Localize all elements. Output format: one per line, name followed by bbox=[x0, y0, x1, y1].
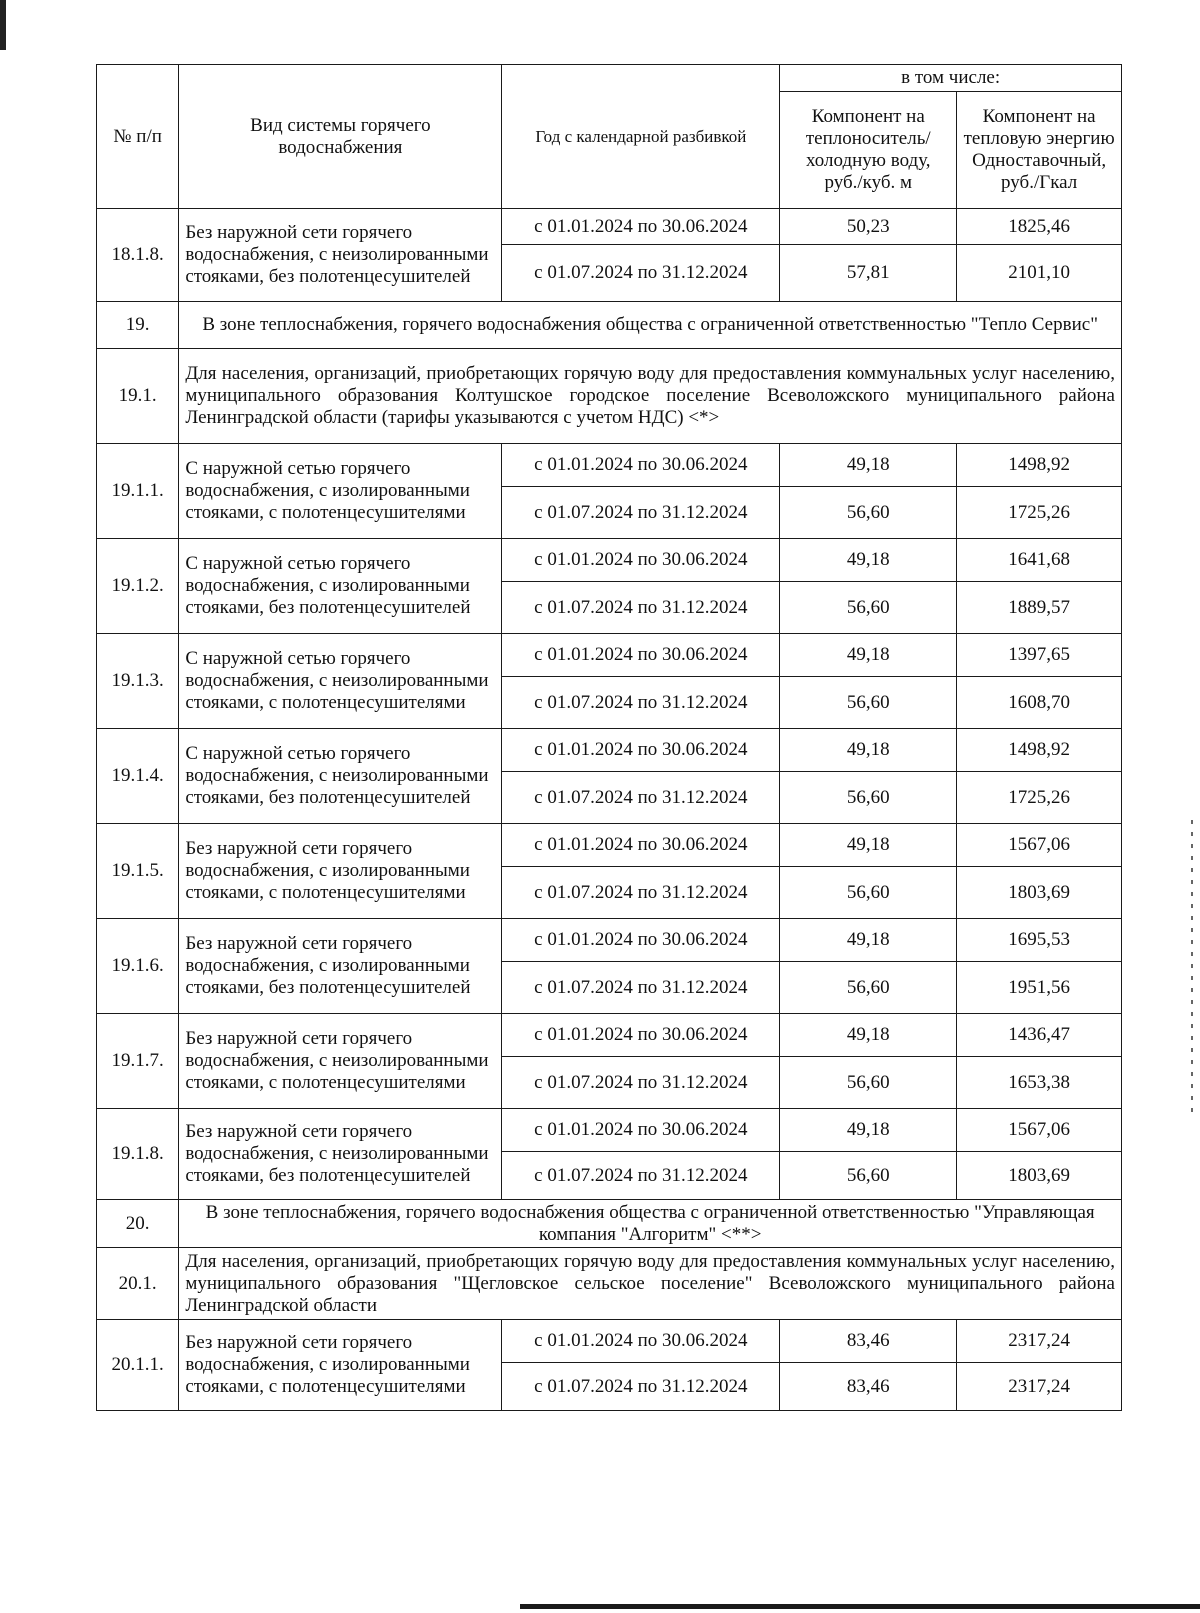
period-cell: с 01.07.2024 по 31.12.2024 bbox=[502, 867, 780, 919]
coolant-tariff-cell: 56,60 bbox=[780, 677, 957, 729]
period-cell: с 01.01.2024 по 30.06.2024 bbox=[502, 1014, 780, 1057]
table-row bbox=[97, 634, 1122, 677]
heat-tariff-cell: 1725,26 bbox=[957, 487, 1122, 539]
row-number: 19.1.7. bbox=[97, 1014, 179, 1109]
scan-edge-right bbox=[1191, 820, 1193, 1120]
period-cell: с 01.07.2024 по 31.12.2024 bbox=[502, 1057, 780, 1109]
heat-tariff-cell: 2317,24 bbox=[957, 1320, 1122, 1363]
period-cell: с 01.01.2024 по 30.06.2024 bbox=[502, 539, 780, 582]
coolant-tariff-cell: 50,23 bbox=[780, 209, 957, 245]
coolant-tariff-cell: 56,60 bbox=[780, 772, 957, 824]
period-cell: с 01.07.2024 по 31.12.2024 bbox=[502, 487, 780, 539]
system-type: Без наружной сети горячего водоснабжения, с неизолированными стояками, с полотенцесушителями bbox=[179, 1014, 502, 1109]
row-number: 19.1.1. bbox=[97, 444, 179, 539]
header-component1: Компонент на теплоноситель/ холодную воду, руб./куб. м bbox=[780, 92, 957, 209]
system-type: Без наружной сети горячего водоснабжения, с неизолированными стояками, без полотенцесушителей bbox=[179, 1109, 502, 1200]
group-row bbox=[97, 349, 1122, 444]
coolant-tariff-cell: 49,18 bbox=[780, 824, 957, 867]
group-title: Для населения, организаций, приобретающих горячую воду для предоставления коммунальных услуг населению, муниципального образования Колтушское городское поселение Всеволожского муниципального района Ленинградской области (тарифы указываются с учетом НДС) <*> bbox=[179, 349, 1122, 444]
row-number: 19.1. bbox=[97, 349, 179, 444]
table-row bbox=[97, 1109, 1122, 1152]
row-number: 20.1. bbox=[97, 1248, 179, 1320]
period-cell: с 01.01.2024 по 30.06.2024 bbox=[502, 919, 780, 962]
tariff-table bbox=[96, 64, 1122, 1411]
coolant-tariff-cell: 56,60 bbox=[780, 867, 957, 919]
scan-edge-bottom bbox=[520, 1604, 1200, 1609]
table-row bbox=[97, 209, 1122, 245]
period-cell: с 01.01.2024 по 30.06.2024 bbox=[502, 634, 780, 677]
heat-tariff-cell: 2101,10 bbox=[957, 245, 1122, 302]
scan-edge-top bbox=[0, 0, 6, 50]
heat-tariff-cell: 2317,24 bbox=[957, 1363, 1122, 1411]
heat-tariff-cell: 1951,56 bbox=[957, 962, 1122, 1014]
period-cell: с 01.07.2024 по 31.12.2024 bbox=[502, 772, 780, 824]
row-number: 20.1.1. bbox=[97, 1320, 179, 1411]
heat-tariff-cell: 1803,69 bbox=[957, 867, 1122, 919]
period-cell: с 01.07.2024 по 31.12.2024 bbox=[502, 962, 780, 1014]
period-cell: с 01.01.2024 по 30.06.2024 bbox=[502, 1320, 780, 1363]
coolant-tariff-cell: 56,60 bbox=[780, 962, 957, 1014]
table-row bbox=[97, 824, 1122, 867]
period-cell: с 01.07.2024 по 31.12.2024 bbox=[502, 1363, 780, 1411]
period-cell: с 01.07.2024 по 31.12.2024 bbox=[502, 677, 780, 729]
system-type: Без наружной сети горячего водоснабжения, с изолированными стояками, с полотенцесушителями bbox=[179, 824, 502, 919]
coolant-tariff-cell: 56,60 bbox=[780, 1057, 957, 1109]
coolant-tariff-cell: 49,18 bbox=[780, 919, 957, 962]
heat-tariff-cell: 1498,92 bbox=[957, 729, 1122, 772]
period-cell: с 01.07.2024 по 31.12.2024 bbox=[502, 1152, 780, 1200]
heat-tariff-cell: 1397,65 bbox=[957, 634, 1122, 677]
table-row bbox=[97, 1320, 1122, 1363]
heat-tariff-cell: 1653,38 bbox=[957, 1057, 1122, 1109]
heat-tariff-cell: 1641,68 bbox=[957, 539, 1122, 582]
coolant-tariff-cell: 56,60 bbox=[780, 1152, 957, 1200]
table-row bbox=[97, 1014, 1122, 1057]
table-row bbox=[97, 539, 1122, 582]
period-cell: с 01.01.2024 по 30.06.2024 bbox=[502, 209, 780, 245]
heat-tariff-cell: 1889,57 bbox=[957, 582, 1122, 634]
coolant-tariff-cell: 49,18 bbox=[780, 1014, 957, 1057]
heat-tariff-cell: 1498,92 bbox=[957, 444, 1122, 487]
coolant-tariff-cell: 49,18 bbox=[780, 539, 957, 582]
system-type: Без наружной сети горячего водоснабжения, с изолированными стояками, с полотенцесушителями bbox=[179, 1320, 502, 1411]
heat-tariff-cell: 1567,06 bbox=[957, 824, 1122, 867]
table-row bbox=[97, 919, 1122, 962]
heat-tariff-cell: 1825,46 bbox=[957, 209, 1122, 245]
coolant-tariff-cell: 49,18 bbox=[780, 634, 957, 677]
table-row bbox=[97, 444, 1122, 487]
system-type: С наружной сетью горячего водоснабжения, с неизолированными стояками, с полотенцесушителями bbox=[179, 634, 502, 729]
system-type: С наружной сетью горячего водоснабжения, с изолированными стояками, без полотенцесушителей bbox=[179, 539, 502, 634]
zone-row bbox=[97, 1200, 1122, 1248]
period-cell: с 01.07.2024 по 31.12.2024 bbox=[502, 582, 780, 634]
coolant-tariff-cell: 49,18 bbox=[780, 444, 957, 487]
heat-tariff-cell: 1803,69 bbox=[957, 1152, 1122, 1200]
row-number: 19. bbox=[97, 302, 179, 349]
table-row bbox=[97, 729, 1122, 772]
period-cell: с 01.01.2024 по 30.06.2024 bbox=[502, 729, 780, 772]
system-type: С наружной сетью горячего водоснабжения, с неизолированными стояками, без полотенцесушителей bbox=[179, 729, 502, 824]
table-header bbox=[97, 65, 1122, 209]
header-num: № п/п bbox=[97, 65, 179, 209]
row-number: 19.1.4. bbox=[97, 729, 179, 824]
heat-tariff-cell: 1725,26 bbox=[957, 772, 1122, 824]
coolant-tariff-cell: 49,18 bbox=[780, 729, 957, 772]
row-number: 20. bbox=[97, 1200, 179, 1248]
heat-tariff-cell: 1436,47 bbox=[957, 1014, 1122, 1057]
row-number: 19.1.8. bbox=[97, 1109, 179, 1200]
coolant-tariff-cell: 83,46 bbox=[780, 1320, 957, 1363]
row-number: 19.1.2. bbox=[97, 539, 179, 634]
header-component2: Компонент на тепловую энергию Одноставочный, руб./Гкал bbox=[957, 92, 1122, 209]
zone-title: В зоне теплоснабжения, горячего водоснабжения общества с ограниченной ответственностью "Тепло Сервис" bbox=[179, 302, 1122, 349]
row-number: 19.1.5. bbox=[97, 824, 179, 919]
system-type: Без наружной сети горячего водоснабжения, с изолированными стояками, без полотенцесушителей bbox=[179, 919, 502, 1014]
group-title: Для населения, организаций, приобретающих горячую воду для предоставления коммунальных услуг населению, муниципального образования "Щегловское сельское поселение" Всеволожского муниципального района Ленинградской области bbox=[179, 1248, 1122, 1320]
period-cell: с 01.01.2024 по 30.06.2024 bbox=[502, 1109, 780, 1152]
period-cell: с 01.01.2024 по 30.06.2024 bbox=[502, 824, 780, 867]
heat-tariff-cell: 1608,70 bbox=[957, 677, 1122, 729]
header-group: в том числе: bbox=[780, 65, 1122, 92]
group-row bbox=[97, 1248, 1122, 1320]
period-cell: с 01.01.2024 по 30.06.2024 bbox=[502, 444, 780, 487]
system-type: С наружной сетью горячего водоснабжения, с изолированными стояками, с полотенцесушителями bbox=[179, 444, 502, 539]
row-number: 18.1.8. bbox=[97, 209, 179, 302]
coolant-tariff-cell: 56,60 bbox=[780, 582, 957, 634]
zone-row bbox=[97, 302, 1122, 349]
table-body bbox=[97, 209, 1122, 1411]
row-number: 19.1.6. bbox=[97, 919, 179, 1014]
header-period: Год с календарной разбивкой bbox=[502, 65, 780, 209]
heat-tariff-cell: 1695,53 bbox=[957, 919, 1122, 962]
coolant-tariff-cell: 49,18 bbox=[780, 1109, 957, 1152]
period-cell: с 01.07.2024 по 31.12.2024 bbox=[502, 245, 780, 302]
row-number: 19.1.3. bbox=[97, 634, 179, 729]
heat-tariff-cell: 1567,06 bbox=[957, 1109, 1122, 1152]
coolant-tariff-cell: 56,60 bbox=[780, 487, 957, 539]
zone-title: В зоне теплоснабжения, горячего водоснабжения общества с ограниченной ответственностью "Управляющая компания "Алгоритм" <**> bbox=[179, 1200, 1122, 1248]
header-type: Вид системы горячего водоснабжения bbox=[179, 65, 502, 209]
coolant-tariff-cell: 83,46 bbox=[780, 1363, 957, 1411]
system-type: Без наружной сети горячего водоснабжения, с неизолированными стояками, без полотенцесушителей bbox=[179, 209, 502, 302]
coolant-tariff-cell: 57,81 bbox=[780, 245, 957, 302]
